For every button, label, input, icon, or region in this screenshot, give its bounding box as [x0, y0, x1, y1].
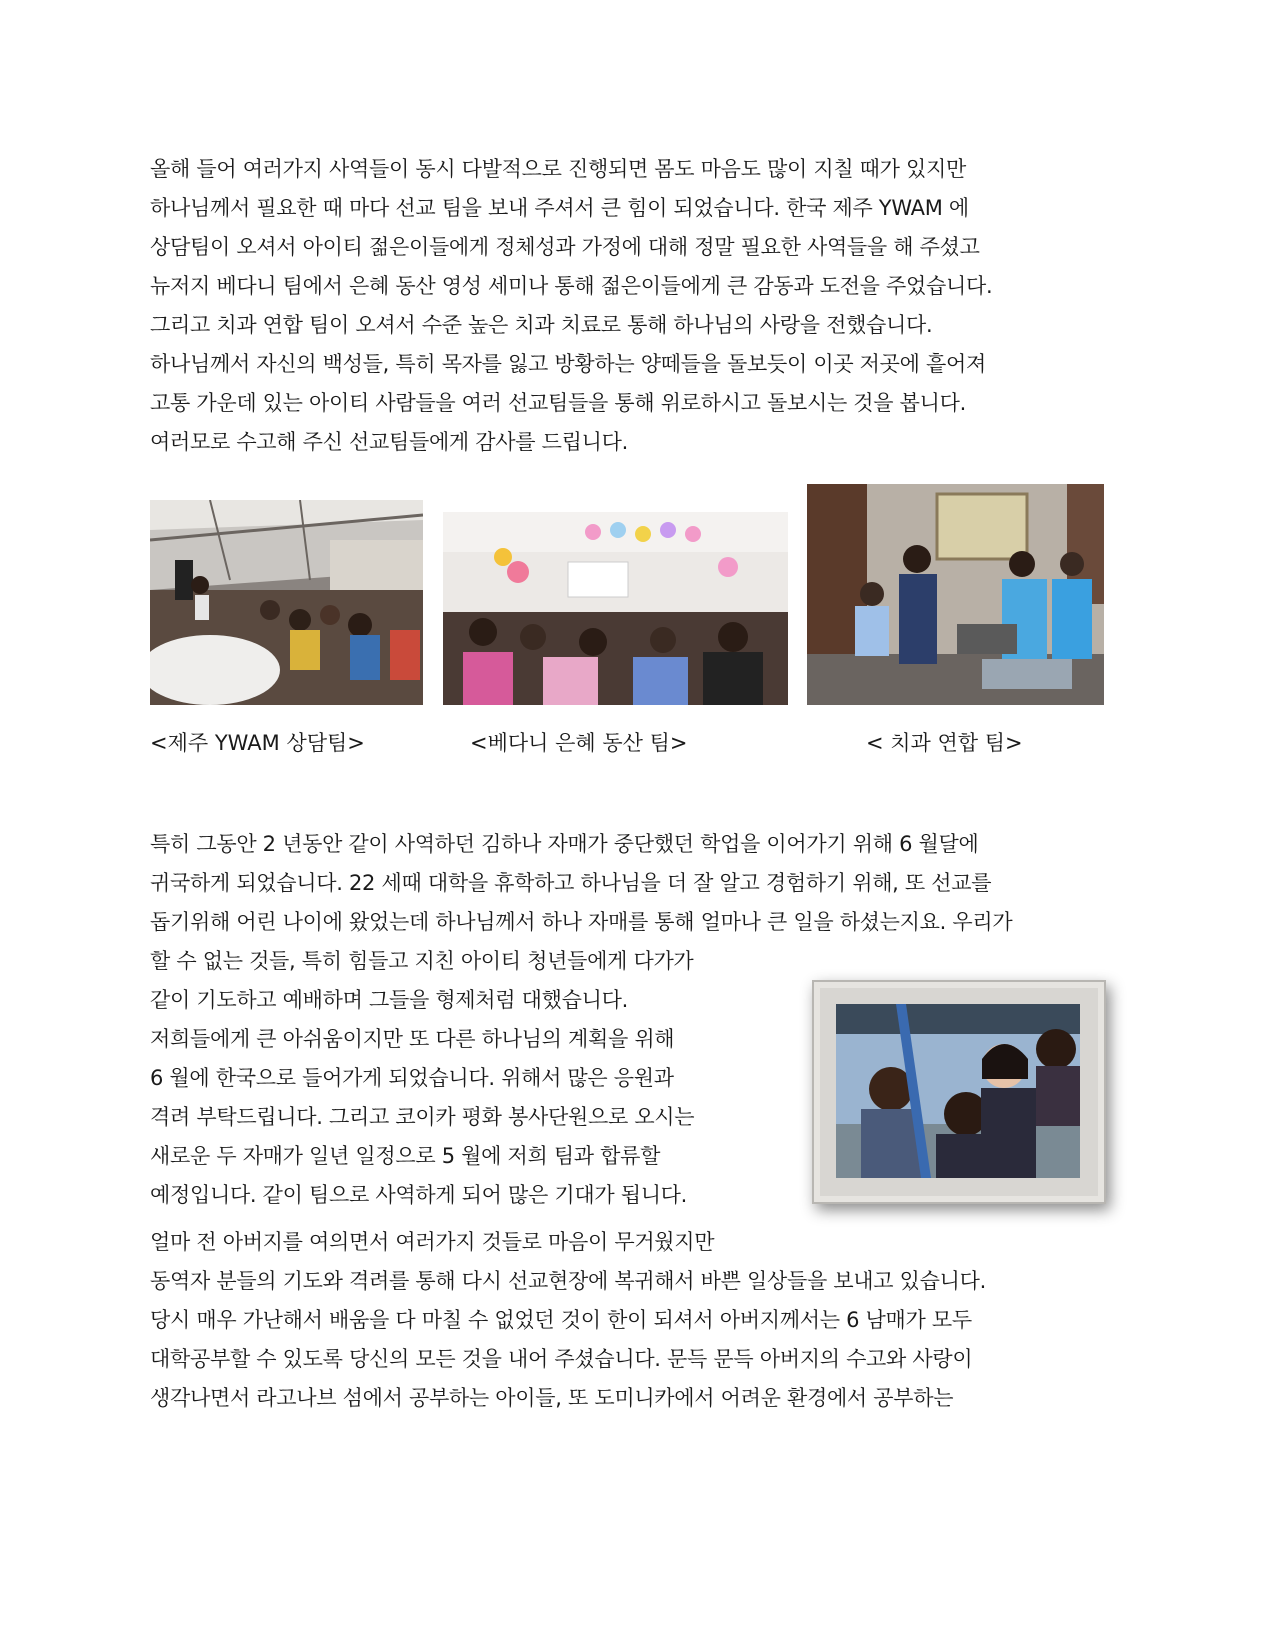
text-line: 뉴저지 베다니 팀에서 은혜 동산 영성 세미나 통해 젊은이들에게 큰 감동과 도전을 주었습니다. [150, 274, 993, 298]
caption-bethany-team: <베다니 은혜 동산 팀> [470, 731, 688, 755]
text-line: 할 수 없는 것들, 특히 힘들고 지친 아이티 청년들에게 다가가 [150, 949, 694, 973]
text-line: 귀국하게 되었습니다. 22 세때 대학을 휴학하고 하나님을 더 잘 알고 경험하기 위해, 또 선교를 [150, 871, 992, 895]
photo-dental-team [807, 484, 1104, 705]
framed-photo-image [836, 1004, 1080, 1178]
text-line: 특히 그동안 2 년동안 같이 사역하던 김하나 자매가 중단했던 학업을 이어가기 위해 6 월달에 [150, 832, 979, 856]
text-line: 격려 부탁드립니다. 그리고 코이카 평화 봉사단원으로 오시는 [150, 1105, 695, 1129]
text-line: 얼마 전 아버지를 여의면서 여러가지 것들로 마음이 무거웠지만 [150, 1230, 715, 1254]
text-line: 예정입니다. 같이 팀으로 사역하게 되어 많은 기대가 됩니다. [150, 1183, 688, 1207]
text-line: 새로운 두 자매가 일년 일정으로 5 월에 저희 팀과 합류할 [150, 1144, 661, 1168]
text-line: 저희들에게 큰 아쉬움이지만 또 다른 하나님의 계획을 위해 [150, 1027, 675, 1051]
text-line: 그리고 치과 연합 팀이 오셔서 수준 높은 치과 치료로 통해 하나님의 사랑을 전했습니다. [150, 313, 933, 337]
text-line: 당시 매우 가난해서 배움을 다 마칠 수 없었던 것이 한이 되셔서 아버지께서는 6 남매가 모두 [150, 1308, 972, 1332]
caption-dental-team: < 치과 연합 팀> [866, 731, 1023, 755]
text-line: 돕기위해 어린 나이에 왔었는데 하나님께서 하나 자매를 통해 얼마나 큰 일을 하셨는지요. 우리가 [150, 910, 1013, 934]
text-line: 고통 가운데 있는 아이티 사람들을 여러 선교팀들을 통해 위로하시고 돌보시는 것을 봅니다. [150, 391, 966, 415]
text-line: 상담팀이 오셔서 아이티 젊은이들에게 정체성과 가정에 대해 정말 필요한 사역들을 해 주셨고 [150, 235, 980, 259]
photo-dental-team-image [807, 484, 1104, 705]
photo-counseling-team-image [150, 500, 423, 705]
text-line: 하나님께서 자신의 백성들, 특히 목자를 잃고 방황하는 양떼들을 돌보듯이 이곳 저곳에 흩어져 [150, 352, 986, 376]
text-line: 6 월에 한국으로 들어가게 되었습니다. 위해서 많은 응원과 [150, 1066, 674, 1090]
text-line: 동역자 분들의 기도와 격려를 통해 다시 선교현장에 복귀해서 바쁜 일상들을 보내고 있습니다. [150, 1269, 986, 1293]
text-line: 생각나면서 라고나브 섬에서 공부하는 아이들, 또 도미니카에서 어려운 환경에서 공부하는 [150, 1386, 954, 1410]
photo-bethany-team-image [443, 512, 788, 705]
text-line: 같이 기도하고 예배하며 그들을 형제처럼 대했습니다. [150, 988, 628, 1012]
text-line: 대학공부할 수 있도록 당신의 모든 것을 내어 주셨습니다. 문득 문득 아버지의 수고와 사랑이 [150, 1347, 973, 1371]
text-line: 여러모로 수고해 주신 선교팀들에게 감사를 드립니다. [150, 430, 628, 454]
caption-counseling-team: <제주 YWAM 상담팀> [150, 731, 365, 755]
photo-bethany-team [443, 512, 788, 705]
photo-counseling-team [150, 500, 423, 705]
text-line: 올해 들어 여러가지 사역들이 동시 다발적으로 진행되면 몸도 마음도 많이 지칠 때가 있지만 [150, 157, 966, 181]
text-line: 하나님께서 필요한 때 마다 선교 팀을 보내 주셔서 큰 힘이 되었습니다. 한국 제주 YWAM 에 [150, 196, 969, 220]
framed-photo [812, 980, 1106, 1204]
